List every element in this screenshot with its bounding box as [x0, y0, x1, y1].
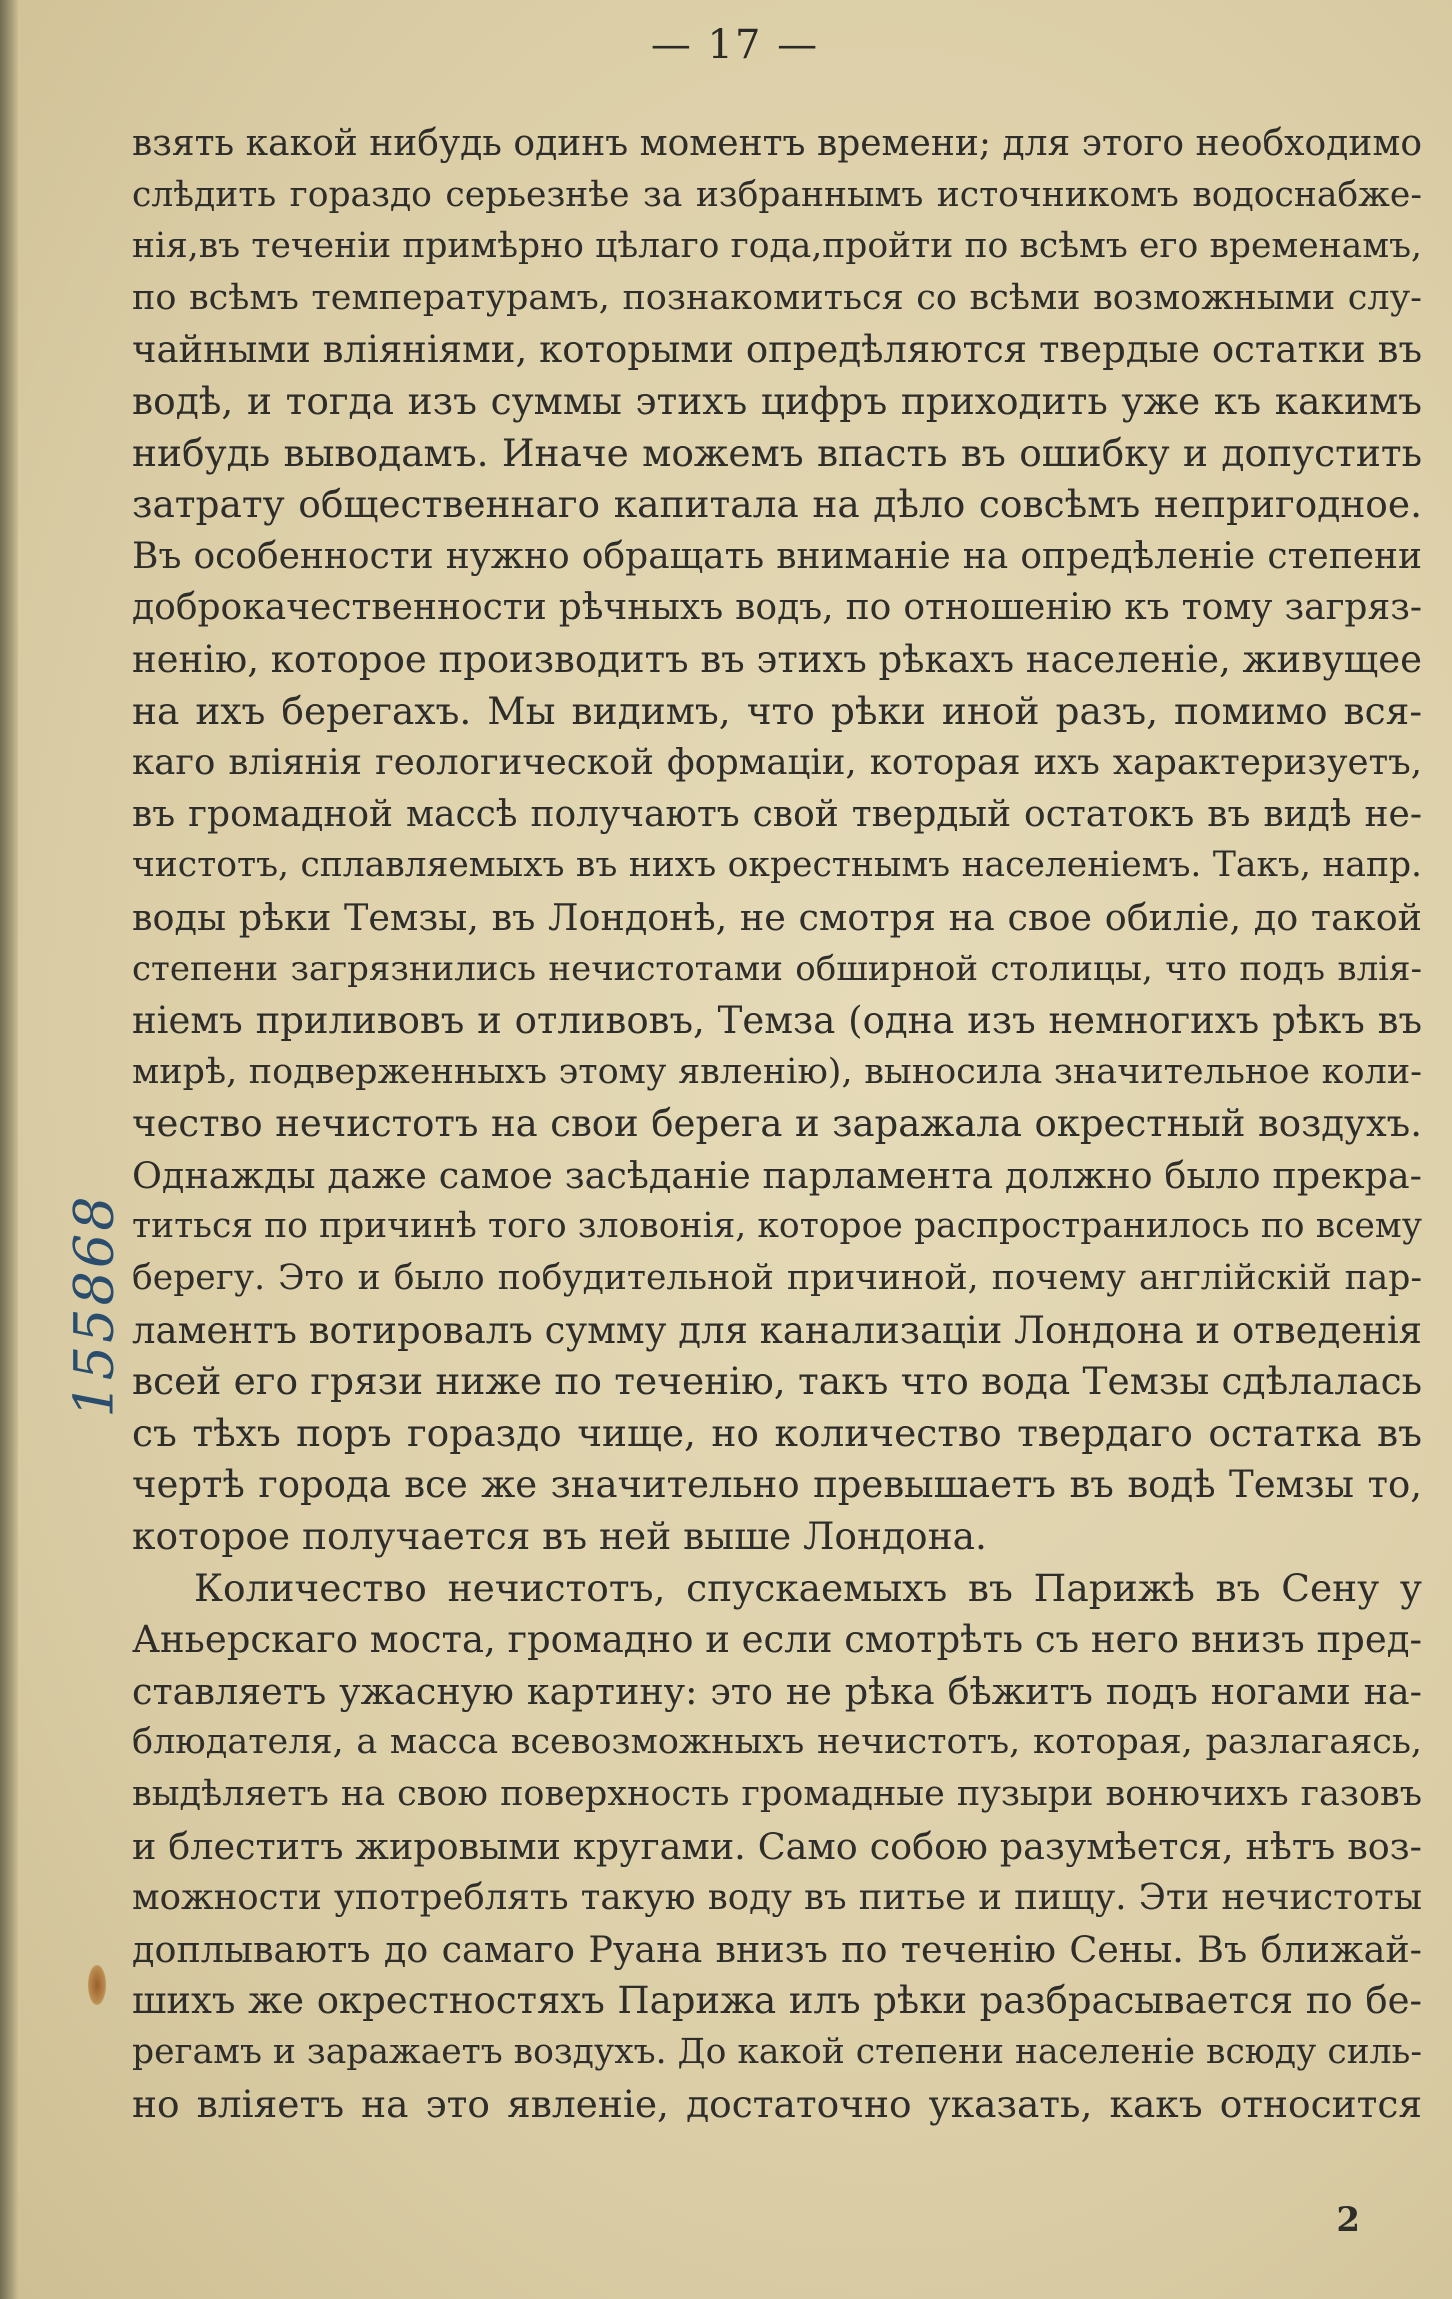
text-line: берегу. Это и было побудительной причиной, почему англійскій пар- [132, 1258, 1422, 1299]
text-line: нибудь выводамъ. Иначе можемъ впасть въ ошибку и допустить [132, 430, 1422, 475]
book-page [18, 0, 1452, 2299]
text-line: Аньерскаго моста, громадно и если смотрѣть съ него внизъ пред- [132, 1618, 1422, 1662]
text-line: которое получается въ ней выше Лондона. [132, 1514, 987, 1559]
text-line: и блеститъ жировыми кругами. Само собою разумѣется, нѣтъ воз- [132, 1824, 1422, 1868]
text-line: ніемъ приливовъ и отливовъ, Темза (одна изъ немногихъ рѣкъ въ [132, 999, 1422, 1043]
text-line: въ громадной массѣ получаютъ свой твердый остатокъ въ видѣ не- [132, 793, 1422, 835]
text-line: чество нечистотъ на свои берега и заражала окрестный воздухъ. [132, 1102, 1422, 1146]
text-line: но вліяетъ на это явленіе, достаточно указать, какъ относится [132, 2081, 1422, 2126]
text-line: ламентъ вотировалъ сумму для канализаціи Лондона и отведенія [132, 1308, 1422, 1352]
text-line: каго вліянія геологической формаціи, которая ихъ характеризуетъ, [132, 742, 1422, 784]
text-line: степени загрязнились нечистотами обширной столицы, что подъ влія- [132, 948, 1422, 989]
text-line: ненію, которое производитъ въ этихъ рѣкахъ населеніе, живущее [132, 637, 1422, 681]
text-line: взять какой нибудь одинъ моментъ времени; для этого необходимо [132, 123, 1422, 164]
text-line: выдѣляетъ на свою поверхность громадные пузыри вонючихъ газовъ [132, 1774, 1422, 1814]
book-binding-edge [0, 0, 18, 2299]
body-text [132, 118, 1422, 2130]
text-line: затрату общественнаго капитала на дѣло совсѣмъ непригодное. [132, 482, 1422, 527]
text-line: титься по причинѣ того зловонія, которое распространилось по всему [132, 1206, 1422, 1247]
text-line: мирѣ, подверженныхъ этому явленію), выносила значительное коли- [132, 1051, 1422, 1092]
page-number: — 17 — [650, 22, 820, 68]
text-line: доброкачественности рѣчныхъ водъ, по отношенію къ тому загряз- [132, 587, 1422, 629]
text-line: съ тѣхъ поръ гораздо чище, но количество твердаго остатка въ [132, 1410, 1422, 1455]
text-line: чайными вліяніями, которыми опредѣляются твердые остатки въ [132, 328, 1422, 372]
text-line: можности употреблять такую воду въ питье и пищу. Эти нечистоты [132, 1877, 1422, 1919]
page-stain [88, 1965, 106, 2005]
text-line: слѣдить гораздо серьезнѣе за избраннымъ источникомъ водоснабже- [132, 174, 1422, 215]
text-line: чертѣ города все же значительно превышаетъ въ водѣ Темзы то, [132, 1463, 1422, 1507]
text-line: нія,въ теченіи примѣрно цѣлаго года,пройти по всѣмъ его временамъ, [132, 226, 1422, 267]
text-line: ставляетъ ужасную картину: это не рѣка бѣжитъ подъ ногами на- [132, 1669, 1422, 1713]
text-line: Однажды даже самое засѣданіе парламента должно было прекра- [132, 1153, 1422, 1197]
text-line: регамъ и заражаетъ воздухъ. До какой степени населеніе всюду силь- [132, 2031, 1422, 2072]
text-line: Количество нечистотъ, спускаемыхъ въ Парижѣ въ Сену у [194, 1565, 1422, 1610]
margin-annotation [54, 1170, 134, 1440]
text-line: шихъ же окрестностяхъ Парижа илъ рѣки разбрасывается по бе- [132, 1979, 1422, 2023]
text-line: блюдателя, а масса всевозможныхъ нечистотъ, которая, разлагаясь, [132, 1722, 1422, 1763]
text-line: воды рѣки Темзы, въ Лондонѣ, не смотря на свое обиліе, до такой [132, 895, 1422, 939]
text-line: водѣ, и тогда изъ суммы этихъ цифръ приходить уже къ какимъ [132, 378, 1422, 423]
signature-mark: 2 [1336, 2200, 1360, 2240]
text-line: чистотъ, сплавляемыхъ въ нихъ окрестнымъ населеніемъ. Такъ, напр. [132, 845, 1422, 886]
text-line: по всѣмъ температурамъ, познакомиться со всѣми возможными слу- [132, 277, 1422, 318]
text-line: на ихъ берегахъ. Мы видимъ, что рѣки иной разъ, помимо вся- [132, 688, 1422, 733]
text-line: доплываютъ до самаго Руана внизъ по теченію Сены. Въ ближай- [132, 1927, 1422, 1971]
margin-annotation-text: 155868 [62, 1192, 126, 1418]
text-line: Въ особенности нужно обращать вниманіе на опредѣленіе степени [132, 535, 1422, 577]
text-line: всей его грязи ниже по теченію, такъ что вода Темзы сдѣлалась [132, 1359, 1422, 1404]
